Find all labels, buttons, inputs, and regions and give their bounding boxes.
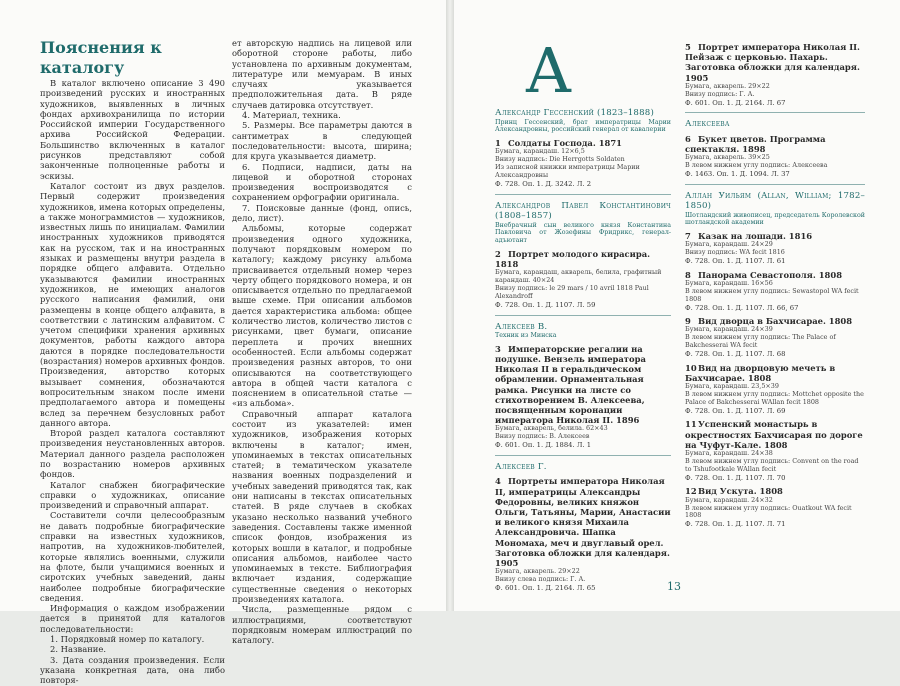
entry-description: В левом нижнем углу подпись: Mottchet opposite the Palace of Bakchesserai WAllan fecit 1808 xyxy=(685,390,864,406)
paragraph: Составители сочли целесообразным не давать подробные биографические справки на известных художников, напротив, на художников-любителей, которые являлись военными, служили на флоте, были учащимися военных и сиротских учебных заведений, даны наиболее подробные биографические сведения. xyxy=(40,510,225,603)
right-page xyxy=(454,0,900,611)
entry-description: Бумага, акварель. 29×22 xyxy=(685,81,770,90)
entry-description: Бумага, акварель. 29×22 xyxy=(495,567,580,576)
entry-description: Внизу надпись: Die Herrgotts Soldaten xyxy=(495,155,625,164)
entry-number: 8 xyxy=(685,269,691,280)
entry-description: В левом нижнем углу подпись: Ouatkout WA fecit 1808 xyxy=(685,503,852,520)
section-letter: А xyxy=(525,34,572,107)
entry-title xyxy=(685,134,865,154)
catalog-entry xyxy=(685,486,865,529)
entry-title-text: Успенский монастырь в окрестностях Бахчисарая по дороге на Чуфут-Кале. 1808 xyxy=(685,419,863,450)
entry-description: В левом нижнем углу подпись: The Palace of Bakchesserai WA fecit xyxy=(685,333,836,350)
paragraph: 4. Материал, техника. xyxy=(242,110,341,121)
entry-number: 4 xyxy=(495,476,501,487)
entry-description: Бумага, акварель. 39×25 xyxy=(685,153,770,162)
entry-description: В левом нижнем углу подпись: Алексеева xyxy=(685,161,828,170)
artist-note: Шотландский живописец, председатель Королевской шотландской академии xyxy=(685,211,865,227)
entry-number: 12 xyxy=(685,486,697,497)
entry-title-text: Портреты императора Николая II, императрицы Александры Федоровны, великих княжон Ольги, Татьяны, Марии, Анастасии и великого князя Михаила Александровича. Шапка Мономаха, меч и двуглавый орел. Заготовка обложки для календаря. 1905 xyxy=(495,476,671,568)
entry-title-text: Вид Ускута. 1808 xyxy=(698,486,783,497)
left-column-1 xyxy=(40,38,225,686)
entry-number: 3 xyxy=(495,343,501,354)
entry-title xyxy=(495,344,671,426)
paragraph: 6. Подписи, надписи, даты на лицевой и оборотной сторонах произведения воспроизводятся с сохранением орфографии оригинала. xyxy=(232,161,412,203)
paragraph: Альбомы, которые содержат произведения одного художника, получают порядковым номером по каталогу; каждому рисунку альбома присваивается отдельный номер через черту общего порядкового номера, и он описывается отдельно по предлагаемой выше схеме. При описании альбомов дается характеристика альбома: общее количество листов, количество листов с рисунками, цвет бумаги, описание переплета и прочих внешних особенностей. Если альбомы содержат произведения разных авторов, то они описываются на соответствующего автора в общей части каталога с пояснением в описательной статье — «из альбома». xyxy=(232,223,412,409)
left-column-2 xyxy=(232,38,412,646)
archive-reference: Ф. 728. Оп. 1. Д. 1107. Л. 68 xyxy=(685,350,786,359)
paragraph: В каталог включено описание 3 490 произведений русских и иностранных художников, выявленных в личных фондах архивохранилища по истории Российской империи Государственного архива Российской Федерации. Большинство включенных в каталог рисунков представляют собой законченные полноценные работы и эскизы. xyxy=(40,78,225,181)
section-divider xyxy=(685,184,865,185)
entry-description: Бумага, карандаш. 24×39 xyxy=(685,325,773,334)
entry-title-text: Портрет молодого кирасира. 1818 xyxy=(495,248,651,270)
left-page xyxy=(0,0,446,686)
entry-number: 1 xyxy=(495,138,501,149)
entry-description: Бумага, карандаш. 24×32 xyxy=(685,495,773,504)
archive-reference: Ф. 601. Оп. 1. Д. 2164. Л. 65 xyxy=(495,584,596,592)
catalog-entry xyxy=(685,363,865,416)
entry-number: 5 xyxy=(685,42,691,52)
paragraph: ет авторскую надпись на лицевой или оборотной стороне работы, либо установлена по архивным документам, литературе или мемуарам. В иных случаях указывается предположительная дата. В ряде случаев датировка отсутствует. xyxy=(232,38,412,110)
catalog-entry xyxy=(685,42,865,107)
catalog-entry xyxy=(685,270,865,313)
archive-reference: Ф. 728. Оп. 1. Д. 1107. Л. 59 xyxy=(495,300,596,309)
catalog-entry xyxy=(495,249,671,310)
paragraph: 3. Дата создания произведения. Если указана конкретная дата, она либо повторя- xyxy=(40,654,225,686)
entry-description: Внизу подпись: le 29 mars / 10 avril 1818 Paul Alexandroff xyxy=(495,284,649,301)
artist-name: Алексеева xyxy=(685,119,730,130)
entry-number: 10 xyxy=(685,362,697,373)
catalog-entry xyxy=(495,476,671,592)
catalog-entry xyxy=(495,344,671,450)
artist-name: Александров Павел Константинович (1808–1857) xyxy=(495,200,671,222)
artist-name: Аллан Уильям (Allan, William; 1782–1850) xyxy=(685,190,865,212)
catalog-entry xyxy=(685,134,865,179)
paragraph: Числа, размещенные рядом с иллюстрациями, соответствуют порядковым номерам иллюстраций по каталогу. xyxy=(232,604,412,646)
archive-reference: Ф. 728. Оп. 1. Д. 1107. Л. 71 xyxy=(685,520,786,529)
paragraph: Второй раздел каталога составляют произведения неустановленных авторов. Материал данного раздела расположен по возрастанию номеров архивных фондов. xyxy=(40,428,225,480)
book-gutter xyxy=(446,0,454,611)
entry-title xyxy=(685,42,865,83)
entry-description: Внизу подпись: В. Алексеев xyxy=(495,432,590,441)
section-divider xyxy=(685,112,865,113)
paragraph: Информация о каждом изображении дается в принятой для каталогов последовательности: xyxy=(40,603,225,634)
entry-description: Внизу подпись: WA fecit 1816 xyxy=(685,248,785,257)
entry-number: 6 xyxy=(685,133,691,144)
artist-name: Алексеев Г. xyxy=(495,461,547,472)
archive-reference: Ф. 728. Оп. 1. Д. 1107. Л. 66, 67 xyxy=(685,303,799,312)
artist-name: Алексеев В. xyxy=(495,321,548,332)
entry-description: Из записной книжки императрицы Марии Александровны xyxy=(495,163,640,180)
entry-title-text: Портрет императора Николая II. Пейзаж с церковью. Пахарь. Заготовка обложки для календаря. 1905 xyxy=(685,42,860,83)
entry-description: В левом нижнем углу подпись: Sewastopol WA fecit 1808 xyxy=(685,286,859,303)
entry-description: В левом нижнем углу подпись: Convent on the road to Tshufootkale WAllan fecit xyxy=(685,457,859,473)
entry-number: 7 xyxy=(685,231,691,242)
archive-reference: Ф. 728. Оп. 1. Д. 1107. Л. 70 xyxy=(685,473,786,482)
catalog-entry xyxy=(685,231,865,266)
catalog-entry xyxy=(685,419,865,482)
entry-title-text: Императорские регалии на подушке. Вензель императора Николая II в геральдическом обрамлении. Орнаментальная рамка. Рисунки на листе со стихотворением В. Алексеева, посвященным коронации императора Николая II. 1896 xyxy=(495,343,646,426)
artist-note: Техник из Минска xyxy=(495,332,557,340)
section-divider xyxy=(495,315,671,316)
entry-number: 11 xyxy=(685,419,697,430)
entry-title-text: Казак на лошади. 1816 xyxy=(698,231,813,242)
entry-title-text: Вид на дворцовую мечеть в Бахчисарае. 1808 xyxy=(685,362,836,383)
catalog-column-2 xyxy=(685,38,865,529)
paragraph: Справочный аппарат каталога состоит из указателей: имен художников, изображения которых включены в каталог; имен, упоминаемых в текстах описательных статей; в тематическом указателе названия военных подразделений и учебных заведений приводятся так, как они написаны в текстах описательных статей. В ряде случаев в скобках указано несколько названий учебного заведения. Составлены также именной список фондов, изображения из которых вошли в каталог, и подробные описания альбомов, наиболее часто упоминаемых в тексте. Библиография включает издания, содержащие существенные сведения о некоторых произведениях каталога. xyxy=(232,408,412,605)
entry-title xyxy=(495,476,671,568)
catalog-entry xyxy=(495,138,671,188)
entry-title xyxy=(495,249,671,269)
section-title: Пояснения к каталогу xyxy=(40,38,162,77)
artist-name: Александр Гессенский (1823–1888) xyxy=(495,108,654,118)
archive-reference: Ф. 728. Оп. 1. Д. 1107. Л. 61 xyxy=(685,257,786,266)
page-number: 13 xyxy=(667,580,681,593)
entry-description: Бумага, карандаш. 23,5×39 xyxy=(685,382,779,391)
entry-title xyxy=(685,363,865,383)
paragraph: Каталог снабжен биографические справки о художниках, описание произведений и справочный аппарат. xyxy=(40,479,225,511)
archive-reference: Ф. 1463. Оп. 1. Д. 1094. Л. 37 xyxy=(685,169,790,178)
entry-title-text: Букет цветов. Программа спектакля. 1898 xyxy=(685,133,826,154)
entry-description: Бумага, карандаш. 16×56 xyxy=(685,278,773,287)
entry-description: Бумага, карандаш. 24×38 xyxy=(685,449,773,458)
paragraph: 1. Порядковый номер по каталогу. xyxy=(50,634,205,645)
entry-title-text: Вид дворца в Бахчисарае. 1808 xyxy=(698,316,853,327)
archive-reference: Ф. 728. Оп. 1. Д. 1107. Л. 69 xyxy=(685,406,786,415)
paragraph: Каталог состоит из двух разделов. Первый содержит произведения художников, имена которых определены, а также монограммистов — художников, известных лишь по инициалам. Фамилии иностранных художников приводятся как на русском, так и на иностранных языках и размещены внутри раздела в порядке общего алфавита. Отдельно указываются фамилии иностранных художников, не имеющих аналогов русского написания фамилий, они размещены в конце общего алфавита, в соответствии с латинским алфавитом. С учетом специфики хранения архивных документов, работы каждого автора даются в порядке последовательности (возрастания) номеров архивных фондов. Произведения, авторство которых вызывает сомнения, обозначаются вопросительным знаком после имени предполагаемого автора и помещены вслед за перечнем безусловных работ данного автора. xyxy=(40,180,225,428)
entry-description: Бумага, карандаш. 24×29 xyxy=(685,240,773,249)
paragraph: 2. Название. xyxy=(50,644,107,655)
entry-description: Внизу подпись: Г. А. xyxy=(685,89,755,98)
entry-description: Бумага, карандаш, акварель, белила, графитный карандаш. 40×24 xyxy=(495,268,662,285)
entry-number: 9 xyxy=(685,316,691,327)
entry-number: 2 xyxy=(495,248,501,259)
artist-note: Внебрачный сын великого князя Константина Павловича от Жозефины Фридрикс, генерал-адъютант xyxy=(495,221,671,245)
archive-reference: Ф. 601. Оп. 1. Д. 2164. Л. 67 xyxy=(685,98,786,107)
section-divider xyxy=(495,455,671,456)
entry-title-text: Солдаты Господа. 1871 xyxy=(508,138,622,149)
entry-title-text: Панорама Севастополя. 1808 xyxy=(698,269,843,280)
catalog-entry xyxy=(685,316,865,359)
archive-reference: Ф. 601. Оп. 1. Д. 1884. Л. 1 xyxy=(495,441,592,450)
entry-description: Бумага, акварель, белила. 62×43 xyxy=(495,424,608,433)
entry-title xyxy=(685,419,865,450)
catalog-column-1 xyxy=(495,34,671,593)
entry-description: Внизу слева подпись: Г. А. xyxy=(495,575,586,584)
artist-note: Принц Гессенский, брат императрицы Марии Александровны, российский генерал от кавалерии xyxy=(495,118,671,134)
paragraph: 7. Поисковые данные (фонд, опись, дело, лист). xyxy=(232,202,412,224)
paragraph: 5. Размеры. Все параметры даются в сантиметрах в следующей последовательности: высота, ширина; для круга указывается диаметр. xyxy=(232,120,412,162)
section-divider xyxy=(495,194,671,195)
entry-description: Бумага, карандаш. 12×6,5 xyxy=(495,147,585,156)
archive-reference: Ф. 728. Оп. 1. Д. 3242. Л. 2 xyxy=(495,179,592,188)
